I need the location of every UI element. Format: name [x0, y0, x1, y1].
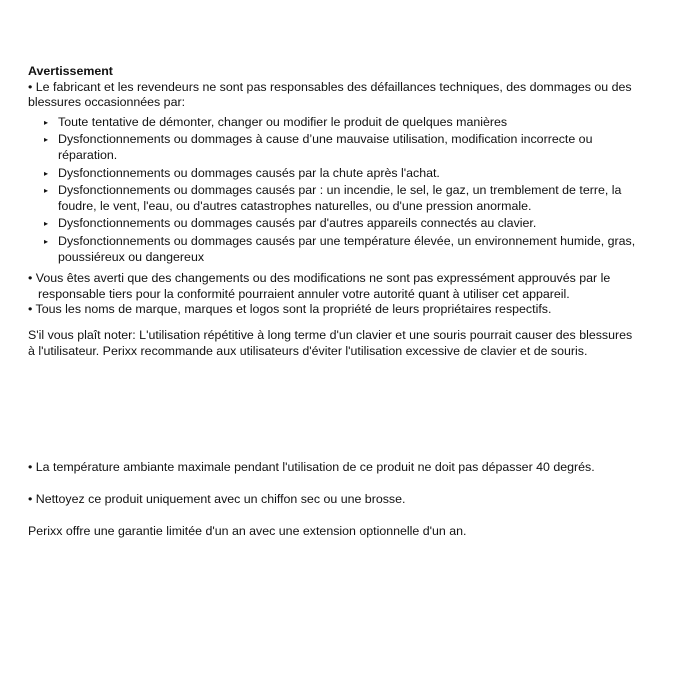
list-item: [28, 166, 638, 182]
list-item-text: Dysfonctionnements ou dommages causés par la chute après l'achat.: [58, 165, 440, 180]
temperature-notice: • La température ambiante maximale pendant l'utilisation de ce produit ne doit pas dépasser 40 degrés.: [28, 460, 595, 474]
arrow-bullet-icon: ▸: [44, 219, 49, 229]
warranty-notice: Perixx offre une garantie limitée d'un an avec une extension optionnelle d'un an.: [28, 524, 467, 538]
list-item: [28, 132, 638, 163]
list-item-text: Dysfonctionnements ou dommages à cause d’une mauvaise utilisation, modification incorrecte ou réparation.: [58, 132, 593, 162]
arrow-bullet-icon: ▸: [44, 117, 49, 127]
list-item-text: Toute tentative de démonter, changer ou modifier le produit de quelques manières: [58, 114, 508, 129]
list-item-text: Dysfonctionnements ou dommages causés par : un incendie, le sel, le gaz, un tremblement de terre, la foudre, le vent, l'eau, ou d'autres catastrophes naturelles, ou d'une pression anormale.: [58, 183, 622, 213]
list-item: [28, 234, 638, 265]
arrow-bullet-icon: ▸: [44, 135, 49, 145]
warning-line-2: responsable tiers pour la conformité pourraient annuler votre autorité quant à utiliser cet appareil.: [38, 286, 570, 301]
arrow-bullet-icon: ▸: [44, 186, 49, 196]
usage-notice: S'il vous plaît noter: L'utilisation répétitive à long terme d'un clavier et une souris pourrait causer des blessures à l'utilisateur. Perixx recommande aux utilisateurs d'éviter l'utilisation excessive de clavier et de souris.: [28, 327, 633, 358]
list-item-text: Dysfonctionnements ou dommages causés par d'autres appareils connectés au clavier.: [58, 216, 537, 231]
arrow-bullet-icon: ▸: [44, 168, 49, 178]
section-title: Avertissement: [28, 64, 113, 78]
list-item: [28, 115, 638, 131]
list-item-text: Dysfonctionnements ou dommages causés par une température élevée, un environnement humide, gras, poussiéreux ou dangereux: [58, 233, 636, 264]
arrow-bullet-icon: ▸: [44, 236, 49, 246]
intro-paragraph: • Le fabricant et les revendeurs ne sont pas responsables des défaillances techniques, des dommages ou des blessures occasionnées par:: [28, 79, 632, 110]
cleaning-notice: • Nettoyez ce produit uniquement avec un chiffon sec ou une brosse.: [28, 492, 406, 506]
warning-line-1: • Vous êtes averti que des changements ou des modifications ne sont pas expressément approuvés par le: [28, 271, 611, 286]
warning-section: [28, 64, 638, 371]
list-item: [28, 183, 638, 214]
list-item: [28, 216, 638, 232]
modification-warning: [28, 271, 638, 302]
trademark-notice: • Tous les noms de marque, marques et logos sont la propriété de leurs propriétaires respectifs.: [28, 302, 552, 317]
cause-list: [28, 115, 638, 265]
